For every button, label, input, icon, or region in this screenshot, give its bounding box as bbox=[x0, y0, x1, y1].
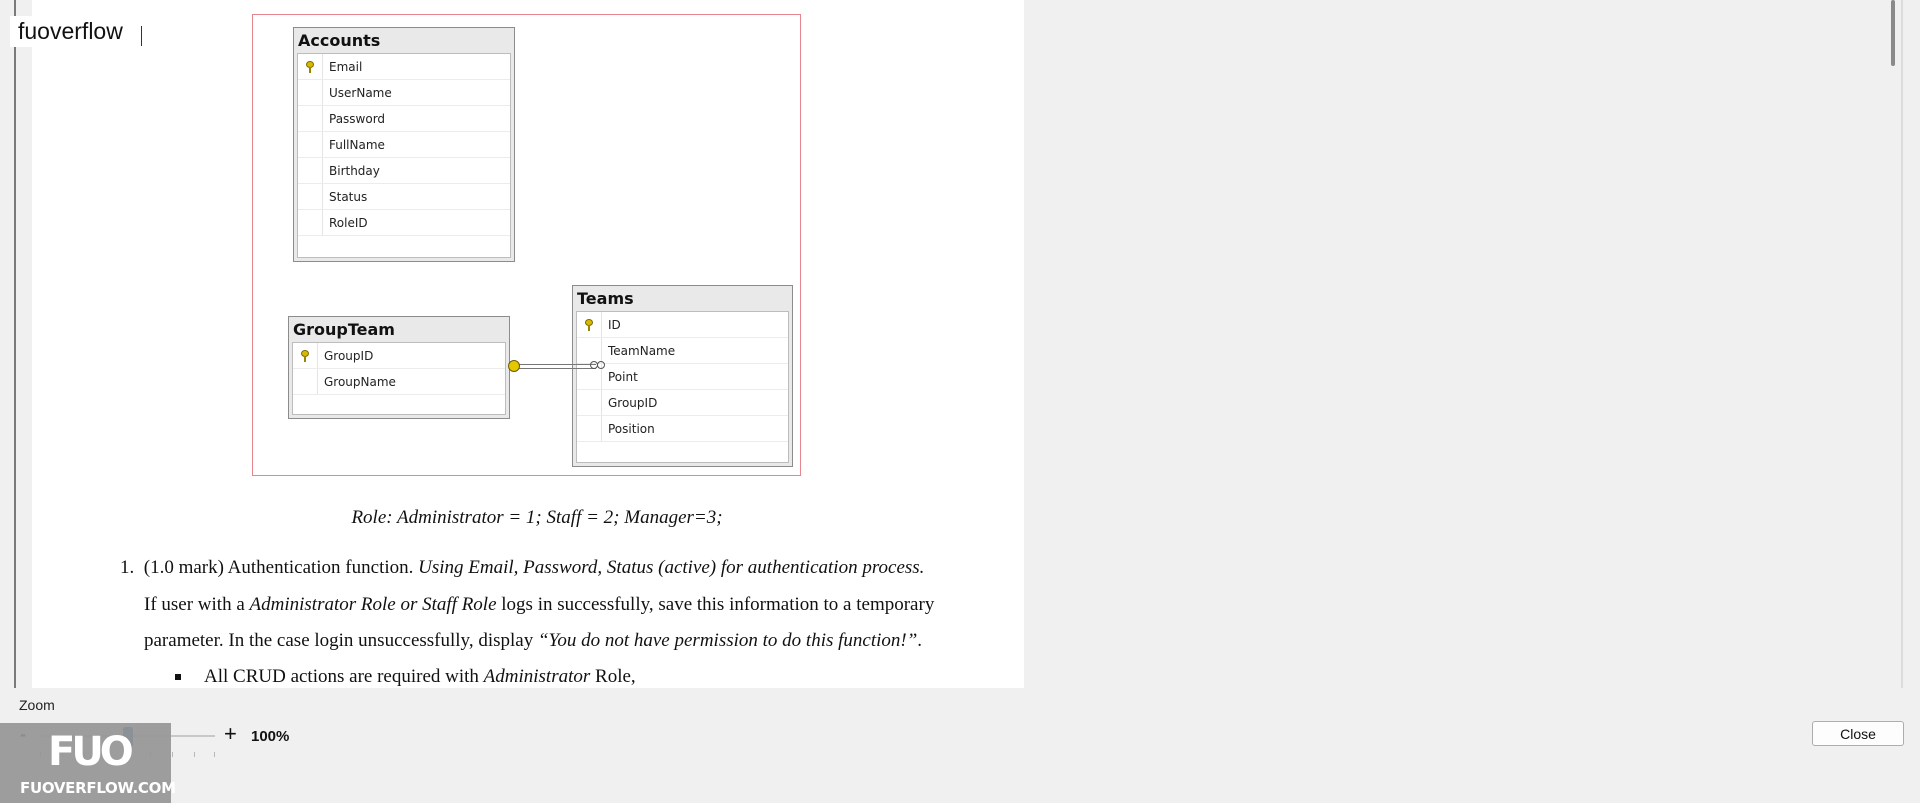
table-row bbox=[577, 364, 788, 390]
table-title: GroupTeam bbox=[293, 320, 395, 339]
text-caret bbox=[141, 26, 142, 46]
zoom-value: 100% bbox=[251, 728, 290, 745]
table-columns bbox=[292, 342, 506, 415]
table-columns bbox=[576, 311, 789, 463]
viewer-right-border bbox=[1901, 0, 1903, 688]
table-row bbox=[298, 158, 510, 184]
table-row bbox=[577, 390, 788, 416]
table-row bbox=[577, 416, 788, 442]
column-name: TeamName bbox=[608, 343, 676, 358]
table-row bbox=[298, 184, 510, 210]
bullet-item bbox=[204, 666, 1004, 688]
table-row bbox=[298, 106, 510, 132]
item-mark: (1.0 mark) Authentication function. bbox=[143, 557, 414, 578]
column-name: Position bbox=[608, 421, 655, 436]
column-name: UserName bbox=[329, 85, 392, 100]
close-button[interactable]: Close bbox=[1812, 721, 1904, 746]
text-run: If user with a bbox=[144, 594, 245, 615]
role-definition: Role: Administrator = 1; Staff = 2; Manager=3; bbox=[351, 507, 723, 528]
primary-key-icon bbox=[306, 61, 314, 73]
text-run: Role, bbox=[595, 666, 636, 687]
requirement-item bbox=[120, 557, 1020, 579]
table-title: Teams bbox=[577, 289, 634, 308]
column-name: ID bbox=[608, 317, 621, 332]
table-groupteam bbox=[288, 316, 510, 419]
column-name: Email bbox=[329, 59, 363, 74]
table-row bbox=[298, 210, 510, 236]
column-name: Birthday bbox=[329, 163, 380, 178]
item-number: 1. bbox=[120, 557, 135, 578]
primary-key-icon bbox=[301, 350, 309, 362]
text-run-italic: Administrator bbox=[483, 666, 591, 687]
table-teams bbox=[572, 285, 793, 467]
table-title: Accounts bbox=[298, 31, 381, 50]
table-row bbox=[577, 338, 788, 364]
primary-key-icon bbox=[585, 319, 593, 331]
paragraph-line bbox=[144, 594, 998, 616]
error-message-text: “You do not have permission to do this function!” bbox=[537, 630, 918, 651]
scrollbar-thumb[interactable] bbox=[1891, 0, 1895, 66]
table-row bbox=[293, 343, 505, 369]
fuoverflow-logo bbox=[0, 723, 176, 803]
paragraph-line bbox=[144, 630, 998, 652]
column-name: FullName bbox=[329, 137, 385, 152]
zoom-in-button[interactable]: + bbox=[224, 721, 237, 746]
watermark-label: fuoverflow bbox=[10, 16, 131, 47]
column-name: Password bbox=[329, 111, 386, 126]
column-name: GroupID bbox=[324, 348, 374, 363]
relationship-line bbox=[508, 361, 608, 371]
column-name: GroupName bbox=[324, 374, 396, 389]
text-run: . bbox=[917, 630, 923, 651]
table-columns bbox=[297, 53, 511, 258]
text-run: All CRUD actions are required with bbox=[204, 666, 479, 687]
text-run: parameter. In the case login unsuccessfully, display bbox=[144, 630, 534, 651]
erd-diagram bbox=[252, 14, 801, 476]
column-name: GroupID bbox=[608, 395, 658, 410]
bullet-square-icon bbox=[175, 674, 181, 680]
one-end-key-icon bbox=[508, 360, 520, 372]
viewer-left-border bbox=[14, 0, 16, 688]
column-name: Point bbox=[608, 369, 638, 384]
table-row bbox=[298, 132, 510, 158]
table-row bbox=[577, 312, 788, 338]
table-row bbox=[298, 54, 510, 80]
table-row bbox=[298, 80, 510, 106]
vertical-scrollbar[interactable] bbox=[1882, 0, 1900, 688]
document-page bbox=[32, 0, 1024, 688]
many-end-infinity-icon bbox=[590, 361, 606, 371]
text-run: logs in successfully, save this information to a temporary bbox=[501, 594, 935, 615]
text-run-italic: Administrator Role or Staff Role bbox=[249, 594, 497, 615]
table-accounts bbox=[293, 27, 515, 262]
item-description: Using Email, Password, Status (active) for authentication process. bbox=[418, 557, 925, 578]
column-name: Status bbox=[329, 189, 368, 204]
table-row bbox=[293, 369, 505, 395]
logo-text: FUOVERFLOW.COM bbox=[20, 779, 176, 797]
logo-mark: FUO bbox=[48, 729, 130, 775]
zoom-label: Zoom bbox=[19, 697, 55, 713]
column-name: RoleID bbox=[329, 215, 368, 230]
relationship-connector bbox=[514, 364, 596, 369]
